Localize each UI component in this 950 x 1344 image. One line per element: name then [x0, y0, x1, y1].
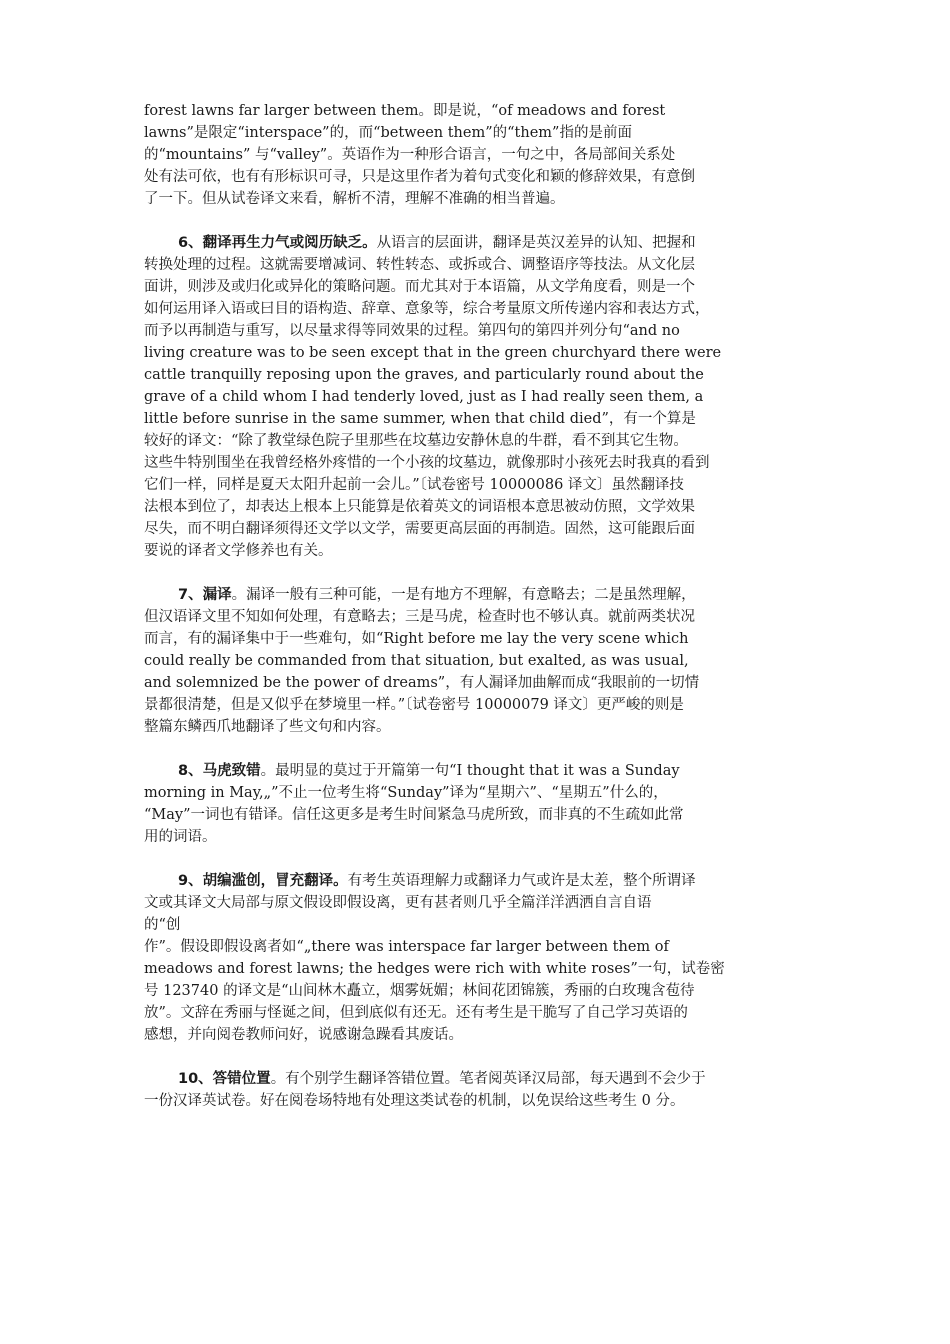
paragraph-intro-body: forest lawns far larger between them。即是说，“of meadows and forest lawns”是限定“interspace”的，而“between them”的“them”指的是前面 的“mountains” 与“valley”。英语作为一种形合语言，一句之中，各局部间关系处 处有法可依，也有有形标识可寻，只是这里作者为着句式变化和颖的修辞效果，有意倒 了一下。但从试卷译文来看，解析不清，理解不准确的相当普遍。	[144, 103, 695, 207]
paragraph-9-heading: 9、胡编滥创，冒充翻译。	[178, 873, 348, 889]
paragraph-gap	[144, 1046, 824, 1068]
paragraph-intro	[144, 100, 824, 210]
paragraph-8-heading: 8、马虎致错	[178, 763, 261, 779]
paragraph-8	[144, 760, 824, 848]
paragraph-7	[144, 584, 824, 738]
paragraph-8-body: 。最明显的莫过于开篇第一句“I thought that it was a Sunday morning in May,„”不止一位考生将“Sunday”译为“星期六”、“星期五”什么的， “May”一词也有错译。信任这更多是考生时间紧急马虎所致，而非真的不生疏如此常 用的词语。	[144, 763, 684, 845]
paragraph-10	[144, 1068, 824, 1112]
paragraph-6-heading: 6、翻译再生力气或阅历缺乏。	[178, 235, 377, 251]
paragraph-gap	[144, 848, 824, 870]
paragraph-gap	[144, 210, 824, 232]
paragraph-9-body: 有考生英语理解力或翻译力气或许是太差，整个所谓译 文或其译文大局部与原文假设即假设离，更有甚者则几乎全篇洋洋洒洒自言自语 的“创 作”。假设即假设离者如“„there was interspace far larger between them of meadows and forest lawns; the hedges were rich with white roses”一句，试卷密 号 123740 的译文是“山间林木矗立，烟雾妩媚；林间花团锦簇，秀丽的白玫瑰含苞待 放”。文辞在秀丽与怪诞之间，但到底似有还无。还有考生是干脆写了自己学习英语的 感想，并向阅卷教师问好，说感谢急躁看其废话。	[144, 873, 725, 1043]
paragraph-10-heading: 10、答错位置	[178, 1071, 271, 1087]
paragraph-gap	[144, 562, 824, 584]
document-page	[144, 100, 824, 1112]
paragraph-gap	[144, 738, 824, 760]
paragraph-6	[144, 232, 824, 562]
paragraph-10-body: 。有个别学生翻译答错位置。笔者阅英译汉局部，每天遇到不会少于 一份汉译英试卷。好在阅卷场特地有处理这类试卷的机制，以免误给这些考生 0 分。	[144, 1071, 706, 1109]
paragraph-7-heading: 7、漏译	[178, 587, 232, 603]
paragraph-6-body: 从语言的层面讲，翻译是英汉差异的认知、把握和 转换处理的过程。这就需要增减词、转性转态、或拆或合、调整语序等技法。从文化层 面讲，则涉及或归化或异化的策略问题。而尤其对于本语篇，从文学角度看，则是一个 如何运用译入语或曰目的语构造、辞章、意象等，综合考量原文所传递内容和表达方式， 而予以再制造与重写，以尽量求得等同效果的过程。第四句的第四并列分句“and no living creature was to be seen except that in the green churchyard there were cattle tranquilly reposing upon the graves, and particularly round about the grave of a child whom I had tenderly loved, just as I had really seen them, a little before sunrise in the same summer, when that child died”，有一个算是 较好的译文：“除了教堂绿色院子里那些在坟墓边安静休息的牛群，看不到其它生物。 这些牛特别围坐在我曾经格外疼惜的一个小孩的坟墓边，就像那时小孩死去时我真的看到 它们一样，同样是夏天太阳升起前一会儿。”〔试卷密号 10000086 译文〕虽然翻译技 法根本到位了，却表达上根本上只能算是依着英文的词语根本意思被动仿照，文学效果 尽失，而不明白翻译须得还文学以文学，需要更高层面的再制造。固然，这可能跟后面 要说的译者文学修养也有关。	[144, 235, 722, 559]
paragraph-9	[144, 870, 824, 1046]
paragraph-7-body: 。漏译一般有三种可能，一是有地方不理解，有意略去；二是虽然理解， 但汉语译文里不知如何处理，有意略去；三是马虎，检查时也不够认真。就前两类状况 而言，有的漏译集中于一些难句，如“Right before me lay the very scene which could really be commanded from that situation, but exalted, as was usual, and solemnized be the power of dreams”，有人漏译加曲解而成“我眼前的一切情 景都很清楚，但是又似乎在梦境里一样。”〔试卷密号 10000079 译文〕更严峻的则是 整篇东鳞西爪地翻译了些文句和内容。	[144, 587, 700, 735]
